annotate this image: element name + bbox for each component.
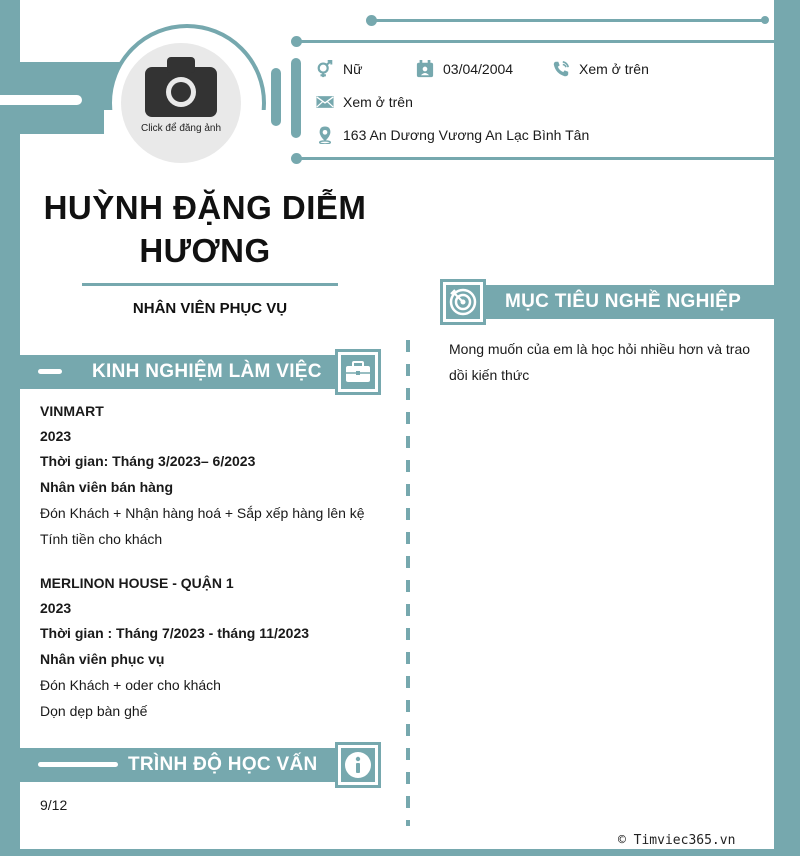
contact-side-bar: [291, 58, 301, 138]
mail-icon: [316, 93, 334, 111]
exp-1-desc-2: Tính tiền cho khách: [40, 531, 163, 547]
education-value: 9/12: [40, 797, 68, 813]
contact-address: [316, 126, 589, 144]
gender-value: Nữ: [343, 61, 363, 77]
contact-line-top: [296, 40, 774, 43]
contact-gender: [316, 60, 362, 78]
email-value: Xem ở trên: [343, 94, 413, 110]
exp-1-role: Nhân viên bán hàng: [40, 479, 174, 495]
exp-1-period: Thời gian: Tháng 3/2023– 6/2023: [40, 453, 256, 469]
frame-right-border: [774, 0, 800, 856]
camera-icon: [145, 57, 217, 117]
exp-1-year: 2023: [40, 428, 72, 444]
contact-birthday: [416, 60, 513, 78]
top-decor-dot: [366, 15, 377, 26]
objective-title: MỤC TIÊU NGHỀ NGHIỆP: [505, 291, 742, 312]
avatar-upload-caption: Click để đăng ảnh: [140, 123, 222, 134]
info-icon: [344, 751, 372, 779]
job-position: NHÂN VIÊN PHỤC VỤ: [132, 300, 288, 317]
contact-email: [316, 93, 413, 111]
contact-dot-top: [291, 36, 302, 47]
contact-line-bottom: [296, 157, 774, 160]
candidate-name-line-2: HƯƠNG: [139, 232, 271, 269]
top-decor-line: [372, 19, 766, 22]
top-decor-dot-end: [761, 16, 769, 24]
experience-title: KINH NGHIỆM LÀM VIỆC: [92, 361, 322, 382]
phone-value: Xem ở trên: [579, 61, 649, 77]
gender-icon: [316, 60, 334, 78]
exp-2-role: Nhân viên phục vụ: [40, 651, 165, 667]
column-divider: [406, 340, 410, 826]
exp-2-period: Thời gian : Tháng 7/2023 - tháng 11/2023: [40, 625, 310, 641]
footer-watermark: © Timviec365.vn: [618, 833, 736, 848]
name-underline: [82, 283, 338, 286]
exp-2-desc-1: Đón Khách + oder cho khách: [40, 677, 221, 693]
education-icon-box: [335, 742, 381, 788]
exp-1-company: VINMART: [40, 403, 104, 419]
calendar-icon: [416, 60, 434, 78]
header-divider: [271, 68, 281, 126]
briefcase-icon: [345, 361, 371, 383]
objective-text: Mong muốn của em là học hỏi nhiều hơn và trao dồi kiến thức: [449, 341, 751, 383]
objective-icon-box: [440, 279, 486, 325]
exp-2-year: 2023: [40, 600, 72, 616]
exp-2-company: MERLINON HOUSE - QUẬN 1: [40, 575, 234, 591]
candidate-name: [40, 186, 370, 272]
contact-dot-bottom: [291, 153, 302, 164]
address-value: 163 An Dương Vương An Lạc Bình Tân: [343, 127, 590, 143]
birthday-value: 03/04/2004: [443, 61, 514, 77]
candidate-name-line-1: HUỲNH ĐẶNG DIỄM: [43, 189, 367, 226]
contact-phone: [552, 60, 649, 78]
education-header-dash: [38, 762, 118, 767]
phone-icon: [552, 60, 570, 78]
header-band-accent: [0, 95, 82, 105]
exp-1-desc-1: Đón Khách + Nhận hàng hoá + Sắp xếp hàng lên kệ: [40, 505, 365, 521]
exp-2-desc-2: Dọn dẹp bàn ghế: [40, 703, 148, 719]
location-pin-icon: [316, 126, 334, 144]
experience-header-dash: [38, 369, 62, 374]
target-icon: [448, 287, 478, 317]
education-title: TRÌNH ĐỘ HỌC VẤN: [128, 754, 318, 775]
avatar[interactable]: [121, 43, 241, 163]
experience-icon-box: [335, 349, 381, 395]
frame-bottom-border: [0, 849, 800, 856]
